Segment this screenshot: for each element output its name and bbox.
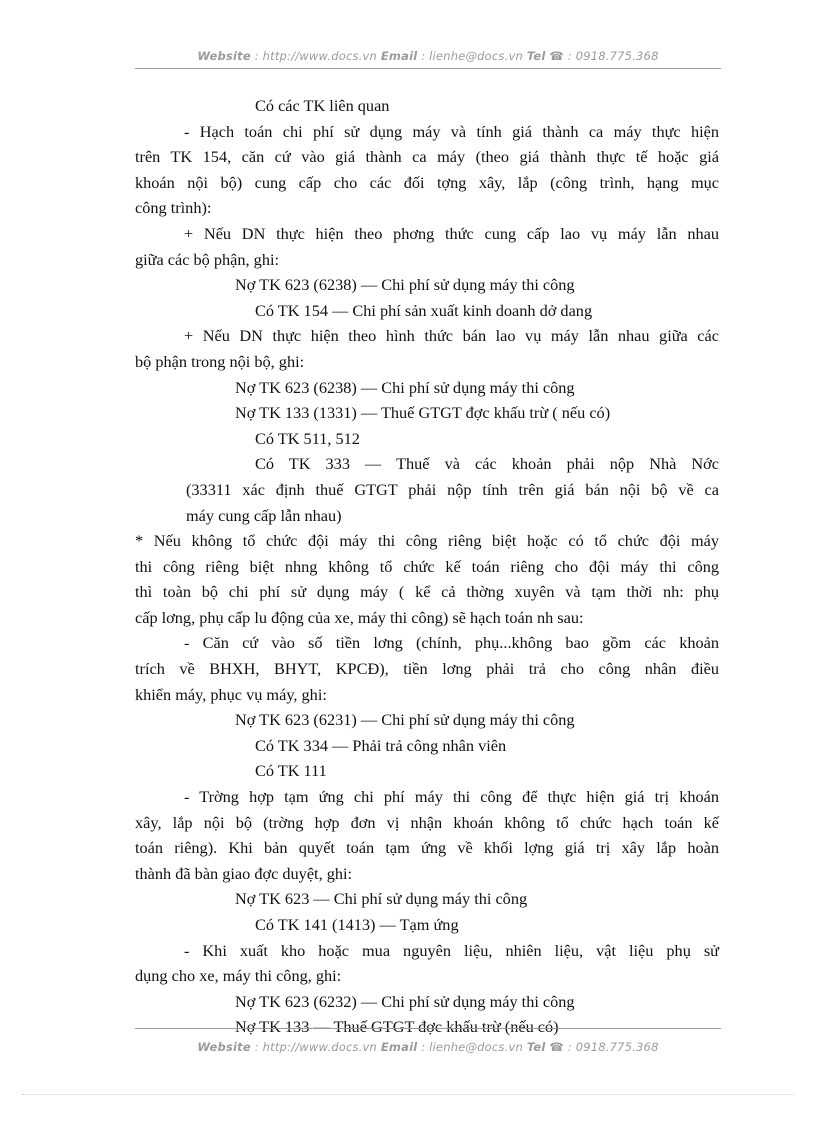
- text-line: toán riêng). Khi bản quyết toán tạm ứng về khối lợng giá trị xây lắp hoàn: [135, 838, 719, 858]
- document-body: [135, 93, 719, 1040]
- page-header: [135, 48, 721, 69]
- text-line: (33311 xác định thuế GTGT phải nộp tính trên giá bán nội bộ về ca: [186, 479, 719, 499]
- header-website-label: Website: [197, 49, 251, 63]
- header-tel-label: Tel: [526, 49, 546, 63]
- text-line: Có các TK liên quan: [255, 96, 390, 115]
- journal-entry-line: Có TK 334 — Phải trả công nhân viên: [255, 735, 507, 755]
- journal-entry-line: Nợ TK 623 (6231) — Chi phí sử dụng máy thi công: [235, 710, 575, 730]
- journal-entry-line: Có TK 141 (1413) — Tạm ứng: [255, 915, 459, 934]
- text-line: cấp lơng, phụ cấp lu động của xe, máy thi công) sẽ hạch toán nh sau:: [135, 607, 584, 627]
- text-line: dụng cho xe, máy thi công, ghi:: [135, 966, 342, 986]
- header-tel-value: ☎ : 0918.775.368: [545, 49, 659, 63]
- text-line: thi công riêng biệt nhng không tổ chức kế toán riêng cho đội máy thi công: [135, 556, 719, 576]
- text-line: + Nếu DN thực hiện theo phơng thức cung cấp lao vụ máy lẫn nhau: [184, 223, 719, 243]
- journal-entry-line: Có TK 111: [255, 761, 327, 781]
- footer-tel-value: ☎ : 0918.775.368: [545, 1040, 659, 1054]
- page-bottom-divider: [22, 1094, 794, 1095]
- journal-entry-line: Nợ TK 133 — Thuế GTGT đợc khấu trừ (nếu có): [235, 1017, 559, 1037]
- journal-entry-line: Nợ TK 133 (1331) — Thuế GTGT đợc khấu trừ ( nếu có): [235, 403, 611, 423]
- header-website-link[interactable]: : http://www.docs.vn: [250, 49, 381, 63]
- text-line: xây, lắp nội bộ (trờng hợp đơn vị nhận khoán không tổ chức hạch toán kế: [135, 812, 719, 832]
- journal-entry-line: Nợ TK 623 (6232) — Chi phí sử dụng máy thi công: [235, 991, 575, 1011]
- text-line: - Hạch toán chi phí sử dụng máy và tính giá thành ca máy thực hiện: [184, 121, 719, 141]
- journal-entry-line: Nợ TK 623 (6238) — Chi phí sử dụng máy thi công: [235, 275, 575, 295]
- footer-website-link[interactable]: : http://www.docs.vn: [250, 1040, 381, 1054]
- footer-email-link[interactable]: : lienhe@docs.vn: [417, 1040, 527, 1054]
- journal-entry-line: Có TK 333 — Thuế và các khoản phải nộp Nhà Nớc: [255, 454, 719, 474]
- text-line: khoán nội bộ) cung cấp cho các đối tợng xây, lắp (công trình, hạng mục: [135, 172, 719, 192]
- text-line: thành đã bàn giao đợc duyệt, ghi:: [135, 863, 353, 883]
- page-footer: [135, 1028, 721, 1057]
- footer-tel-label: Tel: [526, 1040, 546, 1054]
- header-email-link[interactable]: : lienhe@docs.vn: [417, 49, 527, 63]
- text-line: khiển máy, phục vụ máy, ghi:: [135, 684, 327, 704]
- text-line: công trình):: [135, 198, 212, 218]
- text-line: - Khi xuất kho hoặc mua nguyên liệu, nhiên liệu, vật liệu phụ sử: [184, 940, 719, 960]
- text-line: - Căn cứ vào số tiền lơng (chính, phụ...không bao gồm các khoản: [184, 633, 719, 653]
- header-email-label: Email: [380, 49, 418, 63]
- journal-entry-line: Có TK 511, 512: [255, 428, 360, 448]
- text-line: thì toàn bộ chi phí sử dụng máy ( kể cả thờng xuyên và tạm thời nh: phụ: [135, 582, 719, 602]
- journal-entry-line: Có TK 154 — Chi phí sản xuất kinh doanh dở dang: [255, 300, 593, 320]
- text-line: * Nếu không tổ chức đội máy thi công riêng biệt hoặc có tổ chức đội máy: [135, 531, 719, 551]
- journal-entry-line: Nợ TK 623 — Chi phí sử dụng máy thi công: [235, 889, 528, 909]
- text-line: - Trờng hợp tạm ứng chi phí máy thi công để thực hiện giá trị khoán: [184, 787, 719, 807]
- footer-website-label: Website: [197, 1040, 251, 1054]
- text-line: giữa các bộ phận, ghi:: [135, 249, 280, 269]
- text-line: trích về BHXH, BHYT, KPCĐ), tiền lơng phải trả cho công nhân điều: [135, 659, 719, 679]
- text-line: + Nếu DN thực hiện theo hình thức bán lao vụ máy lẫn nhau giữa các: [184, 326, 719, 346]
- text-line: máy cung cấp lẫn nhau): [186, 505, 342, 525]
- text-line: bộ phận trong nội bộ, ghi:: [135, 351, 305, 371]
- journal-entry-line: Nợ TK 623 (6238) — Chi phí sử dụng máy thi công: [235, 377, 575, 397]
- footer-email-label: Email: [380, 1040, 418, 1054]
- text-line: trên TK 154, căn cứ vào giá thành ca máy (theo giá thành thực tế hoặc giá: [135, 147, 719, 167]
